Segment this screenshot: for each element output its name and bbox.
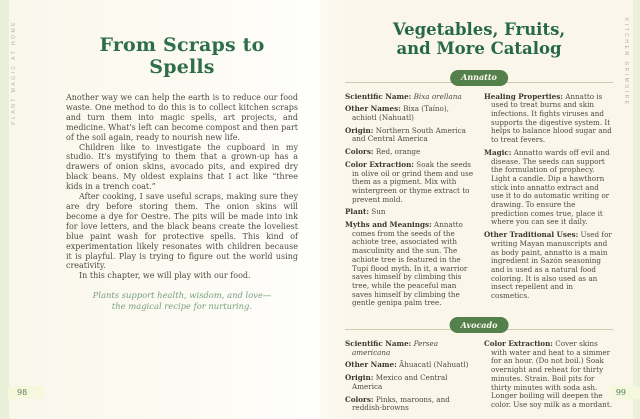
catalog-field: Color Extraction: Soak the seeds in olive oil or grind them and use them as a pigment. Mix with wintergreen or thyme extract to prevent mold. — [345, 159, 474, 204]
left-page-content — [66, 34, 298, 312]
catalog-title-line: and More Catalog — [396, 38, 562, 58]
annatto-left-column — [345, 93, 474, 312]
right-page-edge-strip — [633, 0, 640, 419]
chapter-quote — [66, 290, 298, 312]
catalog-field: Other Names: Bixa (Taíno), achiotl (Nahuatl) — [345, 104, 449, 122]
catalog-field: Scientific Name: Bixa orellana — [345, 91, 462, 101]
catalog-field: Origin: Mexico and Central America — [345, 373, 448, 391]
section-badge-annatto: Annatto — [450, 70, 508, 86]
catalog-field: Color Extraction: Cover skins with water and heat to a simmer for an hour. (Do not boil.) Soak overnight and reheat for thirty minutes. Strain. Boil pits for thirty minutes with soda ash. Longer boiling will deepen the color. Use soy milk as a mordant. — [484, 339, 612, 409]
quote-line: the magical recipe for nurturing. — [111, 301, 253, 312]
right-margin-book-title: KITCHEN GRIMOIRE — [623, 18, 629, 107]
left-margin-book-title: PLANT MAGIC AT HOME — [11, 20, 17, 125]
catalog-field: Origin: Northern South America and Central America — [345, 125, 466, 144]
body-paragraph: Another way we can help the earth is to reduce our food waste. One method to do this is to collect kitchen scraps and turn them into magic spells, art projects, and medicine. What's left can become compost and then part of the soil again, ready to nourish new life. — [66, 93, 298, 142]
right-page — [320, 0, 640, 419]
page-number-left: 98 — [17, 388, 28, 397]
catalog-field: Other Traditional Uses: Used for writing Mayan manuscripts and as body paint, annatto is a main ingredient in Sazón seasoning and is used as a natural food coloring. It is also used as an insect repellent and in cosmetics. — [484, 230, 612, 301]
avocado-columns — [345, 340, 613, 417]
catalog-field: Scientific Name: Persea americana — [345, 339, 439, 357]
annatto-columns — [345, 93, 613, 312]
section-divider-annatto — [345, 69, 613, 86]
section-badge-avocado: Avocado — [450, 317, 509, 333]
catalog-field: Colors: Red, orange — [345, 147, 421, 157]
quote-line: Plants support health, wisdom, and love— — [92, 290, 272, 301]
section-divider-avocado — [345, 316, 613, 333]
catalog-field: Magic: Annatto wards off evil and disease. The seeds can support the formulation of prophecy. Light a candle. Dip a hawthorn stick into annatto extract and use it to do automatic writing or drawing. To ensure the prediction comes true, place it where you can see it daily. — [484, 147, 610, 227]
catalog-title — [345, 21, 613, 59]
catalog-field: Healing Properties: Annatto is used to treat burns and skin infections. It fights viruses and supports the digestive system. It helps to balance blood sugar and to treat fevers. — [484, 91, 612, 145]
avocado-left-column — [345, 340, 474, 417]
catalog-title-line: Vegetables, Fruits, — [392, 20, 566, 39]
page-number-right: 99 — [615, 388, 626, 397]
body-paragraph: Children like to investigate the cupboard in my studio. It's mystifying to them that a grown-up has a drawers of onion skins, avocado pits, and expired dry black beans. My oldest explains that I act like “three kids in a trench coat.” — [66, 142, 298, 192]
catalog-field: Colors: Pinks, maroons, and reddish-browns — [345, 394, 450, 413]
annatto-right-column — [484, 93, 613, 312]
catalog-field: Myths and Meanings: Annatto comes from the seeds of the achiote tree, associated with masculinity and the sun. The achiote tree is featured in the Tupí flood myth. In it, a warrior saves himself by climbing this tree, while the peaceful man saves himself by climbing the gentle genipa palm tree. — [345, 220, 468, 308]
body-paragraph: After cooking, I save useful scraps, making sure they are dry before storing them. The onion skins will become a dye for Oestre. The pits will be made into ink for love letters, and the black beans create the loveliest blue paint wash for protective spells. This kind of experimentation likely resonates with children because it is playful. Play is trying to figure out the world using creativity. — [66, 192, 298, 271]
left-page-edge-strip — [0, 0, 9, 419]
catalog-field: Other Name: Āhuacatl (Nahuatl) — [345, 360, 469, 370]
avocado-right-column — [484, 340, 613, 417]
catalog-field: Plant: Sun — [345, 207, 386, 217]
body-paragraph: In this chapter, we will play with our food. — [79, 271, 251, 281]
chapter-title: From Scraps to Spells — [99, 34, 265, 78]
right-page-content — [345, 21, 613, 417]
